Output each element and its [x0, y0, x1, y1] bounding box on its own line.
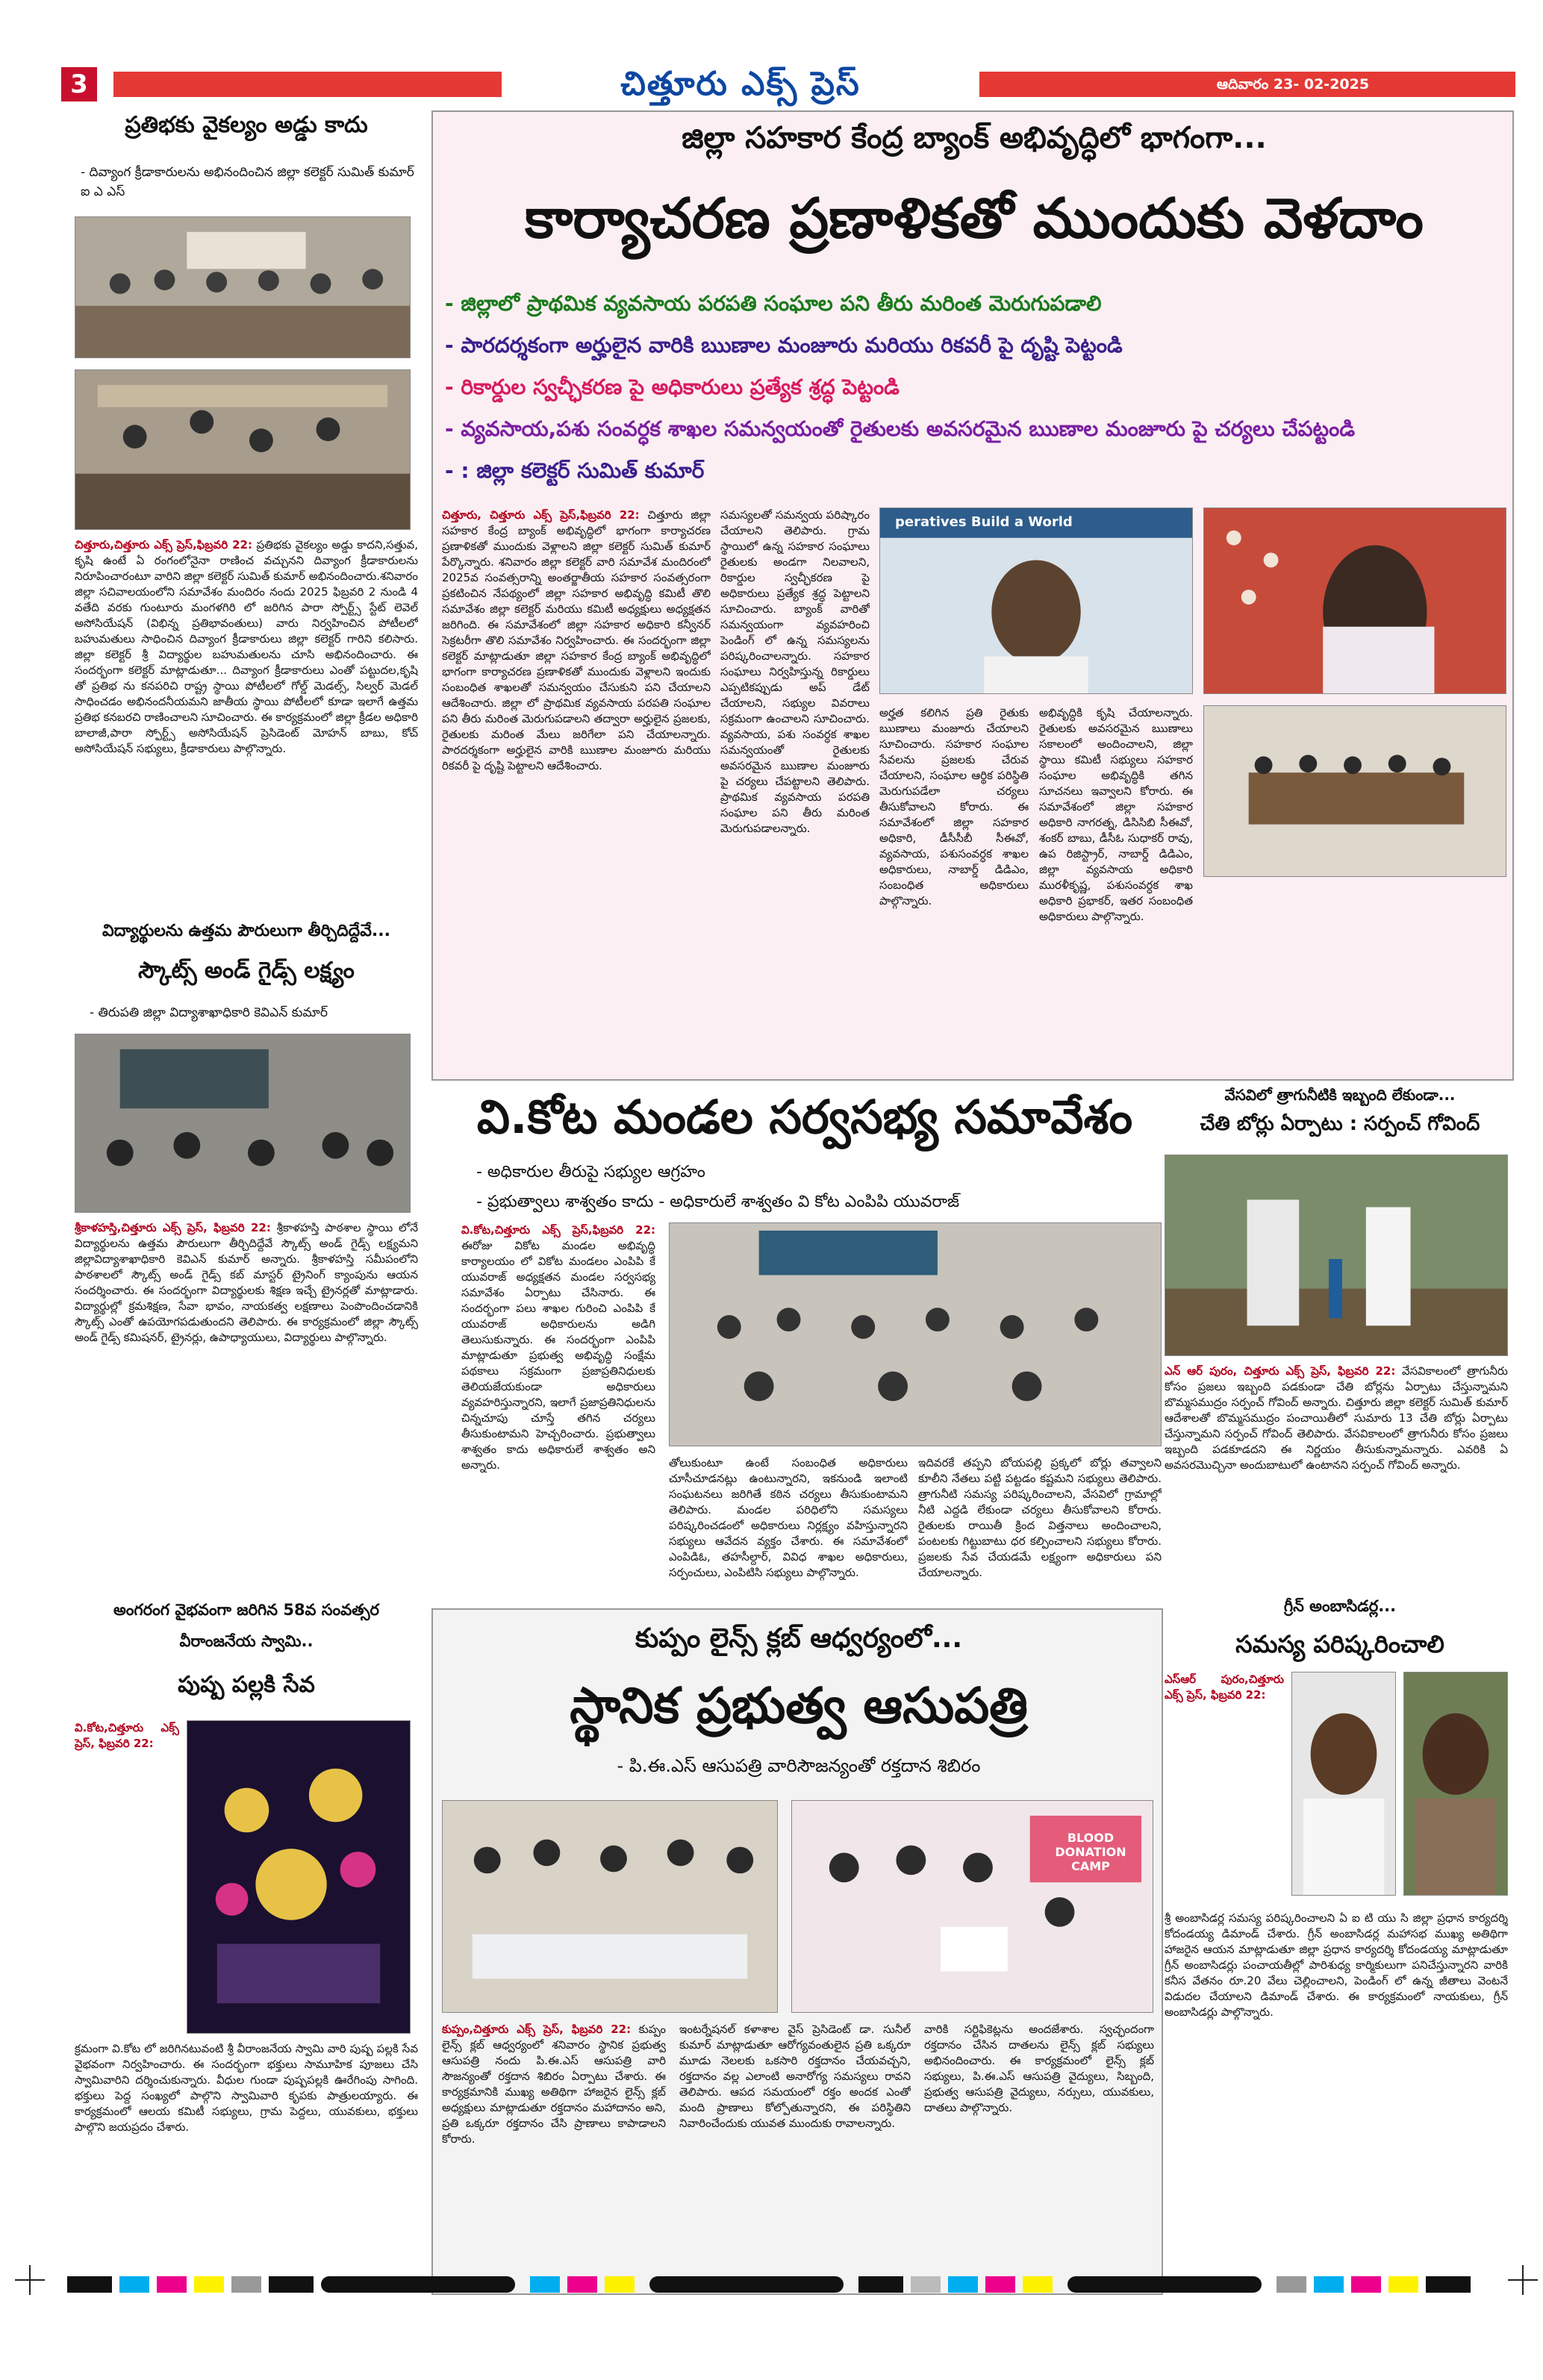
- story-text: వేసవికాలంలో త్రాగునీరు కోసం ప్రజలు ఇబ్బంది పడకుండా చేతి బోర్లను ఏర్పాటు చేస్తున్నామని బొమ్మసముద్రం సర్పంచ్ గోవింద్ అన్నారు. చిత్తూరు జిల్లా కలెక్టర్ సుమిత్ కుమార్ ఆదేశాలతో బొమ్మసముద్రం పంచాయితీలో సుమారు 13 చేతి బోర్లు ఏర్పాటు చేస్తున్నామని సర్పంచ్ గోవింద్ తెలిపారు. వేసవికాలంలో త్రాగునీరు కోసం ప్రజలు ఇబ్బంది పడకూడదని ఈ నిర్ణయం తీసుకున్నామన్నారు. ఎవరికి ఏ అవసరమొచ్చినా అందుబాటులో ఉంటానని సర్పంచ్ గోవింద్ అన్నారు.: [1165, 1364, 1508, 1472]
- lead-kicker: జిల్లా సహకార కేంద్ర బ్యాంక్ అభివృద్ధిలో భాగంగా...: [682, 121, 1267, 155]
- page-number: 3: [61, 67, 97, 101]
- photo-blood-donors: [442, 1800, 778, 2013]
- story-dateline: చిత్తూరు,చిత్తూరు ఎక్స్ ప్రెస్,ఫిబ్రవరి 22:: [75, 538, 252, 552]
- paper-name: చిత్తూరు ఎక్స్ ప్రెస్: [620, 65, 861, 103]
- story-headline: స్కౌట్స్ అండ్ గైడ్స్ లక్ష్యం: [138, 958, 355, 984]
- lead-bullet: - పారదర్శకంగా అర్హులైన వారికి ఋణాల మంజూరు మరియు రికవరీ పై దృష్టి పెట్టండి: [445, 333, 1123, 357]
- kuppam-col-1: [442, 2022, 666, 2287]
- lead-col-4: [1039, 705, 1193, 1075]
- lead-col-2: [720, 507, 870, 1075]
- photo-portrait-2: [1403, 1672, 1508, 1896]
- vkota-text: తోలుకుంటూ ఉంటే సంబంధిత అధికారులు చూసీచూడనట్లు ఉంటున్నారని, ఇకనుండి ఇలాంటి సంఘటనలు జరిగితే కఠిన చర్యలు తీసుకుంటామని తెలిపారు. మండల పరిధిలోని సమస్యలు పరిష్కరించడంలో అధికారులు నిర్లక్ష్యం వహిస్తున్నారని సభ్యులు ఆవేదన వ్యక్తం చేశారు. ఈ సమావేశంలో ఎంపిడిఓ, తహసీల్దార్, వివిధ శాఖల అధికారులు, సర్పంచులు, ఎంపిటిసి సభ్యులు పాల్గొన్నారు.: [669, 1456, 908, 1579]
- photo-collector-speaking: [879, 507, 1193, 694]
- lead-headline: కార్యాచరణ ప్రణాళికతో ముందుకు వెళదాం: [525, 187, 1424, 251]
- issue-date: ఆదివారం 23- 02-2025: [1216, 76, 1370, 93]
- kuppam-text: ఇంటర్నేషనల్ కళాశాల వైస్ ప్రెసిడెంట్ డా. సునీల్ కుమార్ మాట్లాడుతూ ఆరోగ్యవంతులైన ప్రతి ఒక్కరూ మూడు నెలలకు ఒకసారి రక్తదానం చేయవచ్చని, రక్తదానం వల్ల ఎలాంటి అనారోగ్య సమస్యలు రావని తెలిపారు. ఆపద సమయంలో రక్తం అందక ఎంతో మంది ప్రాణాలు కోల్పోతున్నారని, ఈ పరిస్థితిని నివారించేందుకు యువత ముందుకు రావాలన్నారు.: [679, 2023, 911, 2130]
- story-kicker: విద్యార్థులను ఉత్తమ పౌరులుగా తీర్చిదిద్దేవే...: [102, 922, 390, 940]
- story-dateline: వి.కోట,చిత్తూరు ఎక్స్ ప్రెస్, ఫిబ్రవరి 22:: [75, 1721, 179, 1750]
- photo-meeting-hall: [1203, 705, 1506, 877]
- kuppam-subhead: - పి.ఈ.ఎస్ ఆసుపత్రి వారిసౌజన్యంతో రక్తదాన శిబిరం: [617, 1755, 981, 1776]
- photo-banner-text: BLOOD DONATION CAMP: [1055, 1831, 1126, 1873]
- vkota-text: ఈరోజు వికోట మండల అభివృద్ధి కార్యాలయం లో వికోట మండలం ఎంపిపి కే యువరాజ్ అధ్యక్షతన మండల సర్వసభ్య సమావేశం ఏర్పాటు చేసినారు. ఈ సందర్భంగా పలు శాఖల గురించి ఎంపిపి కే యువరాజ్ అధికారులను అడిగి తెలుసుకున్నారు. ఈ సందర్భంగా ఎంపిపి మాట్లాడుతూ ప్రభుత్వ అభివృద్ధి సంక్షేమ పథకాలు సక్రమంగా ప్రజాప్రతినిధులకు తెలియజేయకుండా అధికారులు వ్యవహరిస్తున్నారని, ఇలాగే ప్రజాప్రతినిధులను చిన్నచూపు చూస్తే తగిన చర్యలు తీసుకుంటామని హెచ్చరించారు. ప్రభుత్వాలు శాశ్వతం కాదు అధికారులే శాశ్వతం అని అన్నారు.: [461, 1239, 655, 1472]
- photo-banner-text: peratives Build a World: [895, 514, 1073, 530]
- lead-text: చిత్తూరు జిల్లా సహకార కేంద్ర బ్యాంక్ అభివృద్ధిలో భాగంగా కార్యాచరణ ప్రణాళికతో ముందుకు వెళ్లాలని జిల్లా కలెక్టర్ సుమిత్ కుమార్ పేర్కొన్నారు. శనివారం జిల్లా కలెక్టర్ వారి సమావేశ మందిరంలో 2025వ సంవత్సరాన్ని అంతర్జాతీయ సహకార సంవత్సరంగా ప్రకటించిన నేపథ్యంలో జిల్లా సహకార అభివృద్ధి కమిటీ తొలి సమావేశం జిల్లా కలెక్టర్ మరియు కమిటీ అధ్యక్షులు అధ్యక్షతన జరిగింది. ఈ సమావేశంలో జిల్లా సహకార అధికారి కన్వీనర్ సెక్రటరీగా తొలి సమావేశం నిర్వహించారు. ఈ సందర్భంగా జిల్లా కలెక్టర్ మాట్లాడుతూ జిల్లా సహకార కేంద్ర బ్యాంక్ అభివృద్ధిలో భాగంగా కార్యాచరణ ప్రణాళికతో ముందుకు వెళ్లాలని ఇందుకు సంబంధిత శాఖలతో సమన్వయం చేసుకుని పని చేయాలని ఆదేశించారు. జిల్లా లో ప్రాథమిక వ్యవసాయ పరపతి సంఘాల పని తీరు మరింత మెరుగుపడాలని తద్వారా అర్హులైన ప్రజలకు, రైతులకు మరింత మేలు జరిగేలా పని చేయాలన్నారు. పారదర్శకంగా అర్హులైన వారికి ఋణాల మంజూరు మరియు రికవరీ పై దృష్టి పెట్టాలని ఆదేశించారు.: [442, 508, 711, 772]
- story-body-narrow: [75, 1720, 179, 2034]
- lead-dateline: చిత్తూరు, చిత్తూరు ఎక్స్ ప్రెస్,ఫిబ్రవరి 22:: [442, 508, 640, 522]
- lead-bullet: - : జిల్లా కలెక్టర్ సుమిత్ కుమార్: [445, 458, 705, 483]
- photo-mandal-meeting: [669, 1222, 1162, 1446]
- lead-text: అర్హత కలిగిన ప్రతి రైతుకు ఋణాలు మంజూరు చేయాలని సూచించారు. సహకార సంఘాల సేవలను ప్రజలకు చేరువ చేయాలని, సంఘాల ఆర్థిక పరిస్థితి మెరుగుపడేలా చర్యలు తీసుకోవాలని కోరారు. ఈ సమావేశంలో జిల్లా సహకార అధికారి, డీసీసీబీ సీఈవో, వ్యవసాయ, పశుసంవర్ధక శాఖల అధికారులు, నాబార్డ్ డిడిఎం, సంబంధిత అధికారులు పాల్గొన్నారు.: [879, 706, 1029, 908]
- story-headline: పుష్ప పల్లకి సేవ: [178, 1672, 315, 1698]
- masthead-bar-left: [113, 72, 502, 97]
- kuppam-col-3: [924, 2022, 1154, 2287]
- story-text: ప్రతిభకు వైకల్యం అడ్డు కాదని,సత్తువ, కృషి ఉంటే ఏ రంగంలోనైనా రాణించ వచ్చునని దివ్యాంగ క్రీడాకారులను నిరూపించారంటూ వారిని జిల్లా కలెక్టర్ సుమిత్ కుమార్ అభినందించారు.శనివారం జిల్లా సచివాలయంలోని సమావేశం మందిరం నందు 2025 ఫిబ్రవరి 2 నుండి 4 వతేది వరకు గుంటూరు మంగళగిరి లో జరిగిన పారా స్పోర్ట్స్ స్టేట్ లెవెల్ అసోసియేషన్ (విభిన్న ప్రతిభావంతులు) వారు నిర్వహించిన పోటీలలో బహుమతులు సాధించిన దివ్యాంగ క్రీడాకారులు జిల్లా కలెక్టర్ గారిని కలిసారు. జిల్లా కలెక్టర్ శ్రీ విద్యార్థుల బహుమతులను చూసి అభినందించారు. ఈ సందర్భంగా కలెక్టర్ మాట్లాడుతూ... దివ్యాంగ క్రీడాకారులు ఎంతో పట్టుదల,కృషి తో ప్రతిభ ను కనపరిచి రాష్ట్ర స్థాయి పోటీలలో గోల్డ్ మెడల్స్, సిల్వర్ మెడల్ సాధించడం అభినందనీయమని జాతీయ స్థాయి పోటీలలో కూడా ఇలాగే ఉత్తమ ప్రతిభ కనబరచి రాణించాలని సూచించారు. ఈ కార్యక్రమంలో జిల్లా క్రీడల అధికారి బాలాజీ,పారా స్పోర్ట్స్ అసోసియేషన్ ప్రెసిడెంట్ మోహన్ బాబు, కోచ్ అసోసియేషన్ సభ్యులు, క్రీడాకారులు పాల్గొన్నారు.: [75, 538, 418, 755]
- kuppam-text: వారికి సర్టిఫికెట్లను అందజేశారు. స్వచ్ఛందంగా రక్తదానం చేసిన దాతలను లైన్స్ క్లబ్ సభ్యులు అభినందించారు. ఈ కార్యక్రమంలో లైన్స్ క్లబ్ సభ్యులు, పి.ఈ.ఎస్ ఆసుపత్రి వైద్యులు, సిబ్బంది, ప్రభుత్వ ఆసుపత్రి వైద్యులు, నర్సులు, యువకులు, దాతలు పాల్గొన్నారు.: [924, 2023, 1154, 2114]
- vkota-bullet: - ప్రభుత్వాలు శాశ్వతం కాదు - అధికారులే శాశ్వతం వి కోట ఎంపిపి యువరాజ్: [476, 1193, 960, 1211]
- left-story-3: [75, 1601, 418, 2273]
- story-text: శ్రీకాళహస్తి పాఠశాల స్థాయి లోనే విద్యార్థులను ఉత్తమ పౌరులుగా తీర్చిదిద్దేవే స్కౌట్స్ అండ్ గైడ్స్ లక్ష్యమని జిల్లావిద్యాశాఖాధికారి కెవిఎన్ కుమార్ అన్నారు. శ్రీకాళహస్తి సమీపంలోని పాఠశాలలో స్కౌట్స్ అండ్ గైడ్స్ కబ్ మాస్టర్ ట్రైనింగ్ క్యాంపును ఆయన సందర్శించారు. ఈ సందర్భంగా విద్యార్థులకు శిక్షణ ఇచ్చే ట్రైనర్లతో మాట్లాడారు. విద్యార్థుల్లో క్రమశిక్షణ, సేవా భావం, నాయకత్వ లక్షణాలు పెంపొందించడానికి స్కౌట్స్ ఎంతో ఉపయోగపడుతుందని తెలిపారు. ఈ కార్యక్రమంలో జిల్లా స్కౌట్స్ అండ్ గైడ్స్ కమిషనర్, ట్రైనర్లు, ఉపాధ్యాయులు, విద్యార్థులు పాల్గొన్నారు.: [75, 1221, 418, 1344]
- photo-portrait-1: [1291, 1672, 1396, 1896]
- vkota-headline: వి.కోట మండల సర్వసభ్య సమావేశం: [476, 1090, 1133, 1144]
- vkota-story: [431, 1090, 1178, 1627]
- photo-borewell: [1165, 1155, 1508, 1356]
- story-headline: సమస్య పరిష్కరించాలి: [1235, 1630, 1444, 1658]
- story-kicker: అంగరంగ వైభవంగా జరిగిన 58వ సంవత్సర: [113, 1601, 379, 1619]
- story-body: [75, 537, 418, 925]
- masthead: [61, 66, 1524, 103]
- lead-col-3: [879, 705, 1029, 1075]
- story-subhead: - తిరుపతి జిల్లా విద్యాశాఖాధికారి కెవిఎన్ కుమార్: [90, 1005, 328, 1020]
- story-kicker-2: వీరాంజనేయ స్వామి..: [179, 1632, 314, 1650]
- lead-bullet: - వ్యవసాయ,పశు సంవర్ధక శాఖల సమన్వయంతో రైతులకు అవసరమైన ఋణాల మంజూరు పై చర్యలు చేపట్టండి: [445, 416, 1356, 441]
- right-story-borewell: [1165, 1086, 1515, 1608]
- kuppam-kicker: కుప్పం లైన్స్ క్లబ్ ఆధ్వర్యంలో...: [635, 1623, 963, 1654]
- vkota-text: ఇదివరకే తప్పని బోయపల్లి ప్రక్కలో బోర్లు తవ్వాలని కూలీని నేతలు పట్టి పట్టడం కష్టమని సభ్యులు తెలిపారు. త్రాగునీటి సమస్య పరిష్కరించాలని, వేసవిలో గ్రామాల్లో నీటి ఎద్దడి లేకుండా చర్యలు తీసుకోవాలని కోరారు. రైతులకు రాయితీ క్రింద విత్తనాలు అందించాలని, పంటలకు గిట్టుబాటు ధర కల్పించాలని సభ్యులు కోరారు. ప్రజలకు సేవ చేయడమే లక్ష్యంగా అధికారులు పని చేయాలన్నారు.: [918, 1456, 1162, 1579]
- story-headline: చేతి బోర్లు ఏర్పాటు : సర్పంచ్ గోవింద్: [1200, 1113, 1480, 1135]
- photo-woman-officer: [1203, 507, 1506, 694]
- lead-story: [431, 110, 1514, 1081]
- story-body: [1165, 1364, 1508, 1602]
- photo-award-group: [75, 216, 411, 358]
- photo-collector-students: [75, 369, 411, 530]
- left-story-1: [75, 112, 418, 933]
- right-story-green: [1165, 1597, 1515, 2291]
- kuppam-text: కుప్పం లైన్స్ క్లబ్ ఆధ్వర్యంలో శనివారం స్థానిక ప్రభుత్వ ఆసుపత్రి నందు పి.ఈ.ఎస్ ఆసుపత్రి వారి సౌజన్యంతో రక్తదాన శిబిరం ఏర్పాటు చేశారు. ఈ కార్యక్రమానికి ముఖ్య అతిథిగా హాజరైన లైన్స్ క్లబ్ అధ్యక్షులు మాట్లాడుతూ రక్తదానం మహాదానం అని, ప్రతి ఒక్కరూ రక్తదానం చేసి ప్రాణాలు కాపాడాలని కోరారు.: [442, 2023, 666, 2146]
- story-dateline: ఎన్ ఆర్ పురం, చిత్తూరు ఎక్స్ ప్రెస్, ఫిబ్రవరి 22:: [1165, 1364, 1396, 1378]
- story-text: శ్రీ అంబాసిడర్ల సమస్య పరిష్కరించాలని ఏ ఐ టి యు సి జిల్లా ప్రధాన కార్యదర్శి కోదండయ్య డిమాండ్ చేశారు. గ్రీన్ అంబాసిడర్ల మహాసభ ముఖ్య అతిథిగా హాజరైన ఆయన మాట్లాడుతూ జిల్లా ప్రధాన కార్యదర్శి కోదండయ్య మాట్లాడుతూ గ్రీన్ అంబాసిడర్లు పంచాయతీల్లో పారిశుధ్య కార్మికులుగా పనిచేస్తున్నారని వారికి కనీస వేతనం రూ.20 వేలు చెల్లించాలని, పెండింగ్ లో ఉన్న జీతాలు వెంటనే విడుదల చేయాలని డిమాండ్ చేశారు. ఈ కార్యక్రమంలో నాయకులు, గ్రీన్ అంబాసిడర్లు పాల్గొన్నారు.: [1165, 1911, 1508, 2019]
- vkota-col-3: [918, 1455, 1162, 1620]
- lead-text: అభివృద్ధికి కృషి చేయాలన్నారు. రైతులకు అవసరమైన ఋణాలు సకాలంలో అందించాలని, జిల్లా స్థాయి కమిటీ సభ్యులు సహకార సంఘాల అభివృద్ధికి తగిన సూచనలు ఇవ్వాలని కోరారు. ఈ సమావేశంలో జిల్లా సహకార అధికారి నాగరత్న, డిసిసిబి సీఈవో, శంకర్ బాబు, డీసీఓ సుధాకర్ రావు, ఉప రిజిస్ట్రార్, నాబార్డ్ డిడిఎం, జిల్లా వ్యవసాయ అధికారి మురళీకృష్ణ, పశుసంవర్ధక శాఖ అధికారి ప్రభాకర్, ఇతర సంబంధిత అధికారులు పాల్గొన్నారు.: [1039, 706, 1193, 923]
- kuppam-story: [431, 1608, 1163, 2295]
- kuppam-dateline: కుప్పం,చిత్తూరు ఎక్స్ ప్రెస్, ఫిబ్రవరి 22:: [442, 2023, 632, 2036]
- lead-col-1: [442, 507, 711, 1075]
- story-dateline: శ్రీకాళహస్తి,చిత్తూరు ఎక్స్ ప్రెస్, ఫిబ్రవరి 22:: [75, 1221, 271, 1234]
- story-kicker: గ్రీన్ అంబాసిడర్ల...: [1283, 1597, 1397, 1615]
- kuppam-headline: స్థానిక ప్రభుత్వ ఆసుపత్రి: [570, 1677, 1028, 1734]
- color-calibration-strip: [67, 2276, 1486, 2293]
- lead-bullet-list: [445, 291, 1505, 515]
- story-headline: ప్రతిభకు వైకల్యం అడ్డు కాదు: [125, 112, 368, 138]
- registration-mark-left: [15, 2265, 45, 2295]
- lead-text: సమస్యలతో సమన్వయ పరిష్కారం చేయాలని తెలిపారు. గ్రామ స్థాయిలో ఉన్న సహకార సంఘాలు రైతులకు అండగా నిలవాలని, రికార్డుల స్వచ్ఛీకరణ పై అధికారులు ప్రత్యేక శ్రద్ధ పెట్టాలని సూచించారు. బ్యాంక్ వారితో సమన్వయంగా వ్యవహరించి పెండింగ్ లో ఉన్న సమస్యలను పరిష్కరించాలన్నారు. సహకార సంఘాలు నిర్వహిస్తున్న రికార్డులు ఎప్పటికప్పుడు అప్ డేట్ చేయాలని, సభ్యుల వివరాలు సక్రమంగా ఉంచాలని సూచించారు. వ్యవసాయ, పశు సంవర్ధక శాఖల సమన్వయంతో రైతులకు అవసరమైన ఋణాల మంజూరు పై చర్యలు చేపట్టాలని తెలిపారు. ప్రాథమిక వ్యవసాయ పరపతి సంఘాల పని తీరు మరింత మెరుగుపడాలన్నారు.: [720, 508, 870, 835]
- kuppam-col-2: [679, 2022, 911, 2287]
- lead-bullet: - రికార్డుల స్వచ్ఛీకరణ పై అధికారులు ప్రత్యేక శ్రద్ధ పెట్టండి: [445, 375, 900, 399]
- story-body: [75, 1220, 418, 1593]
- story-dateline: ఎస్ఆర్ పురం,చిత్తూరు ఎక్స్ ప్రెస్, ఫిబ్రవరి 22:: [1165, 1672, 1284, 1702]
- story-subhead: - దివ్యాంగ క్రీడాకారులను అభినందించిన జిల్లా కలెక్టర్ సుమిత్ కుమార్ ఐ ఎ ఎస్: [81, 165, 414, 199]
- story-text: క్రమంగా వి.కోట లో జరిగినటువంటి శ్రీ వీరాంజనేయ స్వామి వారి పుష్ప పల్లకి సేవ వైభవంగా నిర్వహించారు. ఈ సందర్భంగా భక్తులు సామూహిక పూజలు చేసి స్వామివారిని దర్శించుకున్నారు. వీధుల గుండా పుష్పపల్లకి ఊరేగింపు సాగింది. భక్తులు పెద్ద సంఖ్యలో పాల్గొని స్వామివారి కృపకు పాత్రులయ్యారు. ఈ కార్యక్రమంలో ఆలయ కమిటీ సభ్యులు, గ్రామ పెద్దలు, యువకులు, భక్తులు పాల్గొని జయప్రదం చేశారు.: [75, 2042, 418, 2134]
- photo-pushpa-pallaki: [187, 1720, 411, 2034]
- registration-mark-right: [1508, 2265, 1538, 2295]
- vkota-bullet: - అధికారుల తీరుపై సభ్యుల ఆగ్రహం: [476, 1163, 705, 1181]
- story-kicker: వేసవిలో త్రాగునీటికి ఇబ్బంది లేకుండా...: [1224, 1086, 1456, 1104]
- vkota-col-1: [461, 1222, 655, 1618]
- photo-scouts-meeting: [75, 1034, 411, 1213]
- vkota-dateline: వి.కోట,చిత్తూరు ఎక్స్ ప్రెస్,ఫిబ్రవరి 22:: [461, 1223, 655, 1237]
- vkota-col-2: [669, 1455, 908, 1620]
- photo-certificate-handover: [791, 1800, 1153, 2013]
- lead-bullet: - జిల్లాలో ప్రాథమిక వ్యవసాయ పరపతి సంఘాల పని తీరు మరింత మెరుగుపడాలి: [445, 291, 1102, 316]
